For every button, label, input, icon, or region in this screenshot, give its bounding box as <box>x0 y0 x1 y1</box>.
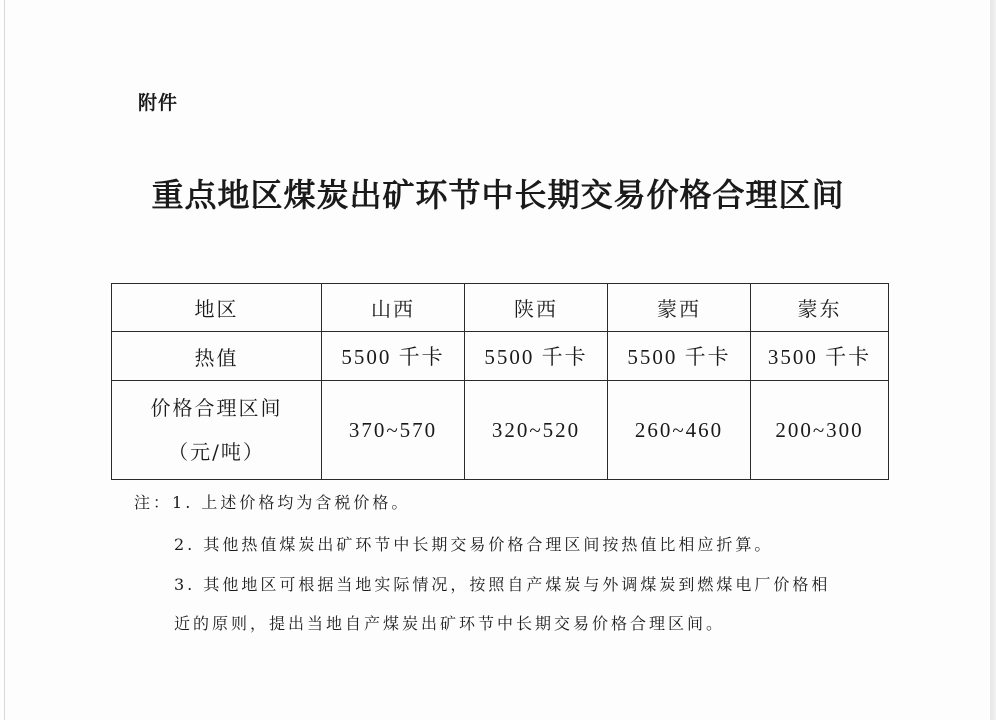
price-range-label <box>112 381 322 480</box>
price-range-mengdong: 200~300 <box>751 381 889 480</box>
heat-value-shanxi: 5500 千卡 <box>322 332 465 381</box>
header-shaanxi: 陕西 <box>465 284 608 332</box>
header-mengxi: 蒙西 <box>608 284 751 332</box>
header-shanxi: 山西 <box>322 284 465 332</box>
notes-line-1 <box>134 490 410 513</box>
table-row-price-range <box>112 381 889 480</box>
heat-value-shaanxi: 5500 千卡 <box>465 332 608 381</box>
heat-value-mengxi: 5500 千卡 <box>608 332 751 381</box>
note-item-3: 3. 其他地区可根据当地实际情况，按照自产煤炭与外调煤炭到燃煤电厂价格相 <box>174 575 831 594</box>
page-left-edge <box>4 0 5 720</box>
note-item-1: 1. 上述价格均为含税价格。 <box>172 493 411 512</box>
page-right-edge <box>990 0 996 720</box>
attachment-label: 附件 <box>138 92 179 114</box>
table-header-row <box>112 284 889 332</box>
note-item-3-continued: 近的原则，提出当地自产煤炭出矿环节中长期交易价格合理区间。 <box>174 614 726 633</box>
document-title: 重点地区煤炭出矿环节中长期交易价格合理区间 <box>151 176 845 214</box>
price-range-table <box>111 283 889 480</box>
heat-value-mengdong: 3500 千卡 <box>751 332 889 381</box>
header-region: 地区 <box>112 284 322 332</box>
note-item-2: 2. 其他热值煤炭出矿环节中长期交易价格合理区间按热值比相应折算。 <box>174 535 774 554</box>
price-range-mengxi: 260~460 <box>608 381 751 480</box>
price-range-label-line1: 价格合理区间 <box>150 396 283 420</box>
header-mengdong: 蒙东 <box>751 284 889 332</box>
price-range-shanxi: 370~570 <box>322 381 465 480</box>
price-range-shaanxi: 320~520 <box>465 381 608 480</box>
price-range-label-line2: （元/吨） <box>168 440 265 464</box>
heat-value-label: 热值 <box>112 332 322 381</box>
table-row-heat-value <box>112 332 889 381</box>
notes-prefix: 注： <box>134 493 173 512</box>
